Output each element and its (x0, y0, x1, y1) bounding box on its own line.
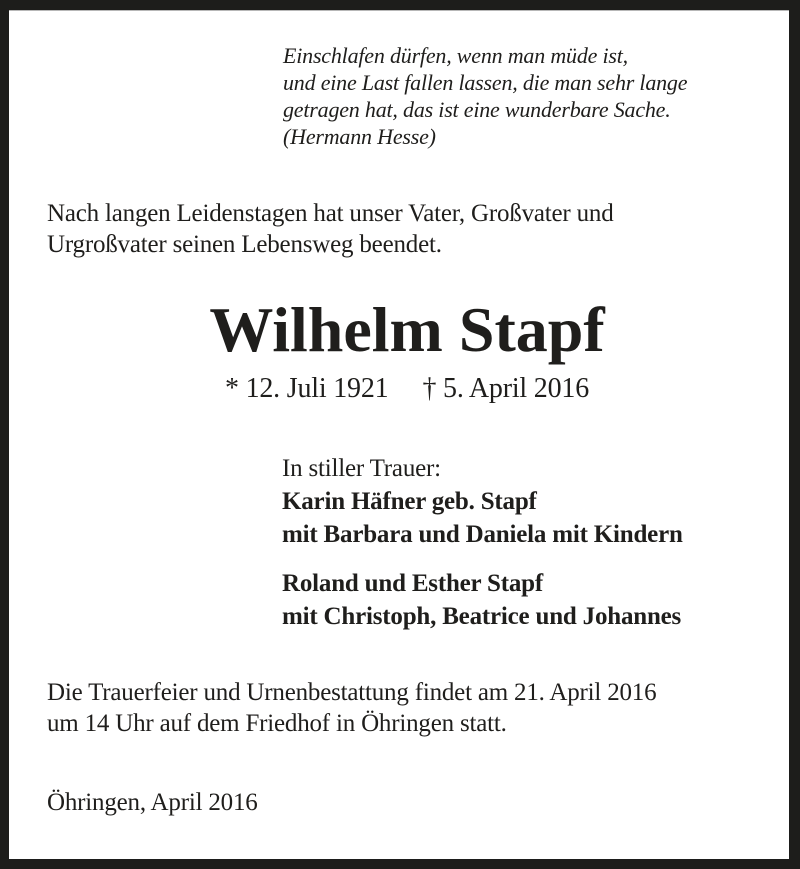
announcement-paragraph (47, 198, 614, 260)
life-dates (20, 372, 794, 406)
quote-line: getragen hat, das ist eine wunderbare Sache. (283, 97, 671, 122)
death-date: † 5. April 2016 (422, 373, 590, 404)
announcement-line: Urgroßvater seinen Lebensweg beendet. (47, 231, 442, 258)
deceased-name: Wilhelm Stapf (209, 294, 605, 365)
frame-left-strip (0, 0, 9, 869)
mourner-group (282, 567, 683, 633)
birth-date: * 12. Juli 1921 (224, 373, 389, 404)
frame-right-strip (789, 0, 800, 869)
frame-bottom-bar (0, 859, 800, 869)
place-and-date: Öhringen, April 2016 (47, 789, 258, 816)
funeral-details (47, 677, 656, 739)
top-separator-line (9, 10, 789, 11)
funeral-line: Die Trauerfeier und Urnenbestattung findet am 21. April 2016 (47, 679, 657, 706)
quote-line: Einschlafen dürfen, wenn man müde ist, (283, 43, 628, 68)
mourners-section (282, 452, 683, 633)
epigraph-quote (283, 42, 687, 150)
funeral-line: um 14 Uhr auf dem Friedhof in Öhringen statt. (47, 710, 507, 737)
quote-line: und eine Last fallen lassen, die man sehr lange (283, 70, 688, 95)
mourner-line: mit Barbara und Daniela mit Kindern (282, 521, 683, 548)
mourning-heading: In stiller Trauer: (282, 455, 441, 482)
mourner-line: mit Christoph, Beatrice und Johannes (282, 603, 682, 630)
announcement-line: Nach langen Leidenstagen hat unser Vater, Großvater und (47, 200, 614, 227)
mourner-line: Karin Häfner geb. Stapf (282, 488, 537, 515)
frame-top-bar (0, 0, 800, 10)
quote-attribution: (Hermann Hesse) (283, 124, 436, 149)
mourner-line: Roland und Esther Stapf (282, 570, 544, 597)
mourner-group (282, 485, 683, 551)
